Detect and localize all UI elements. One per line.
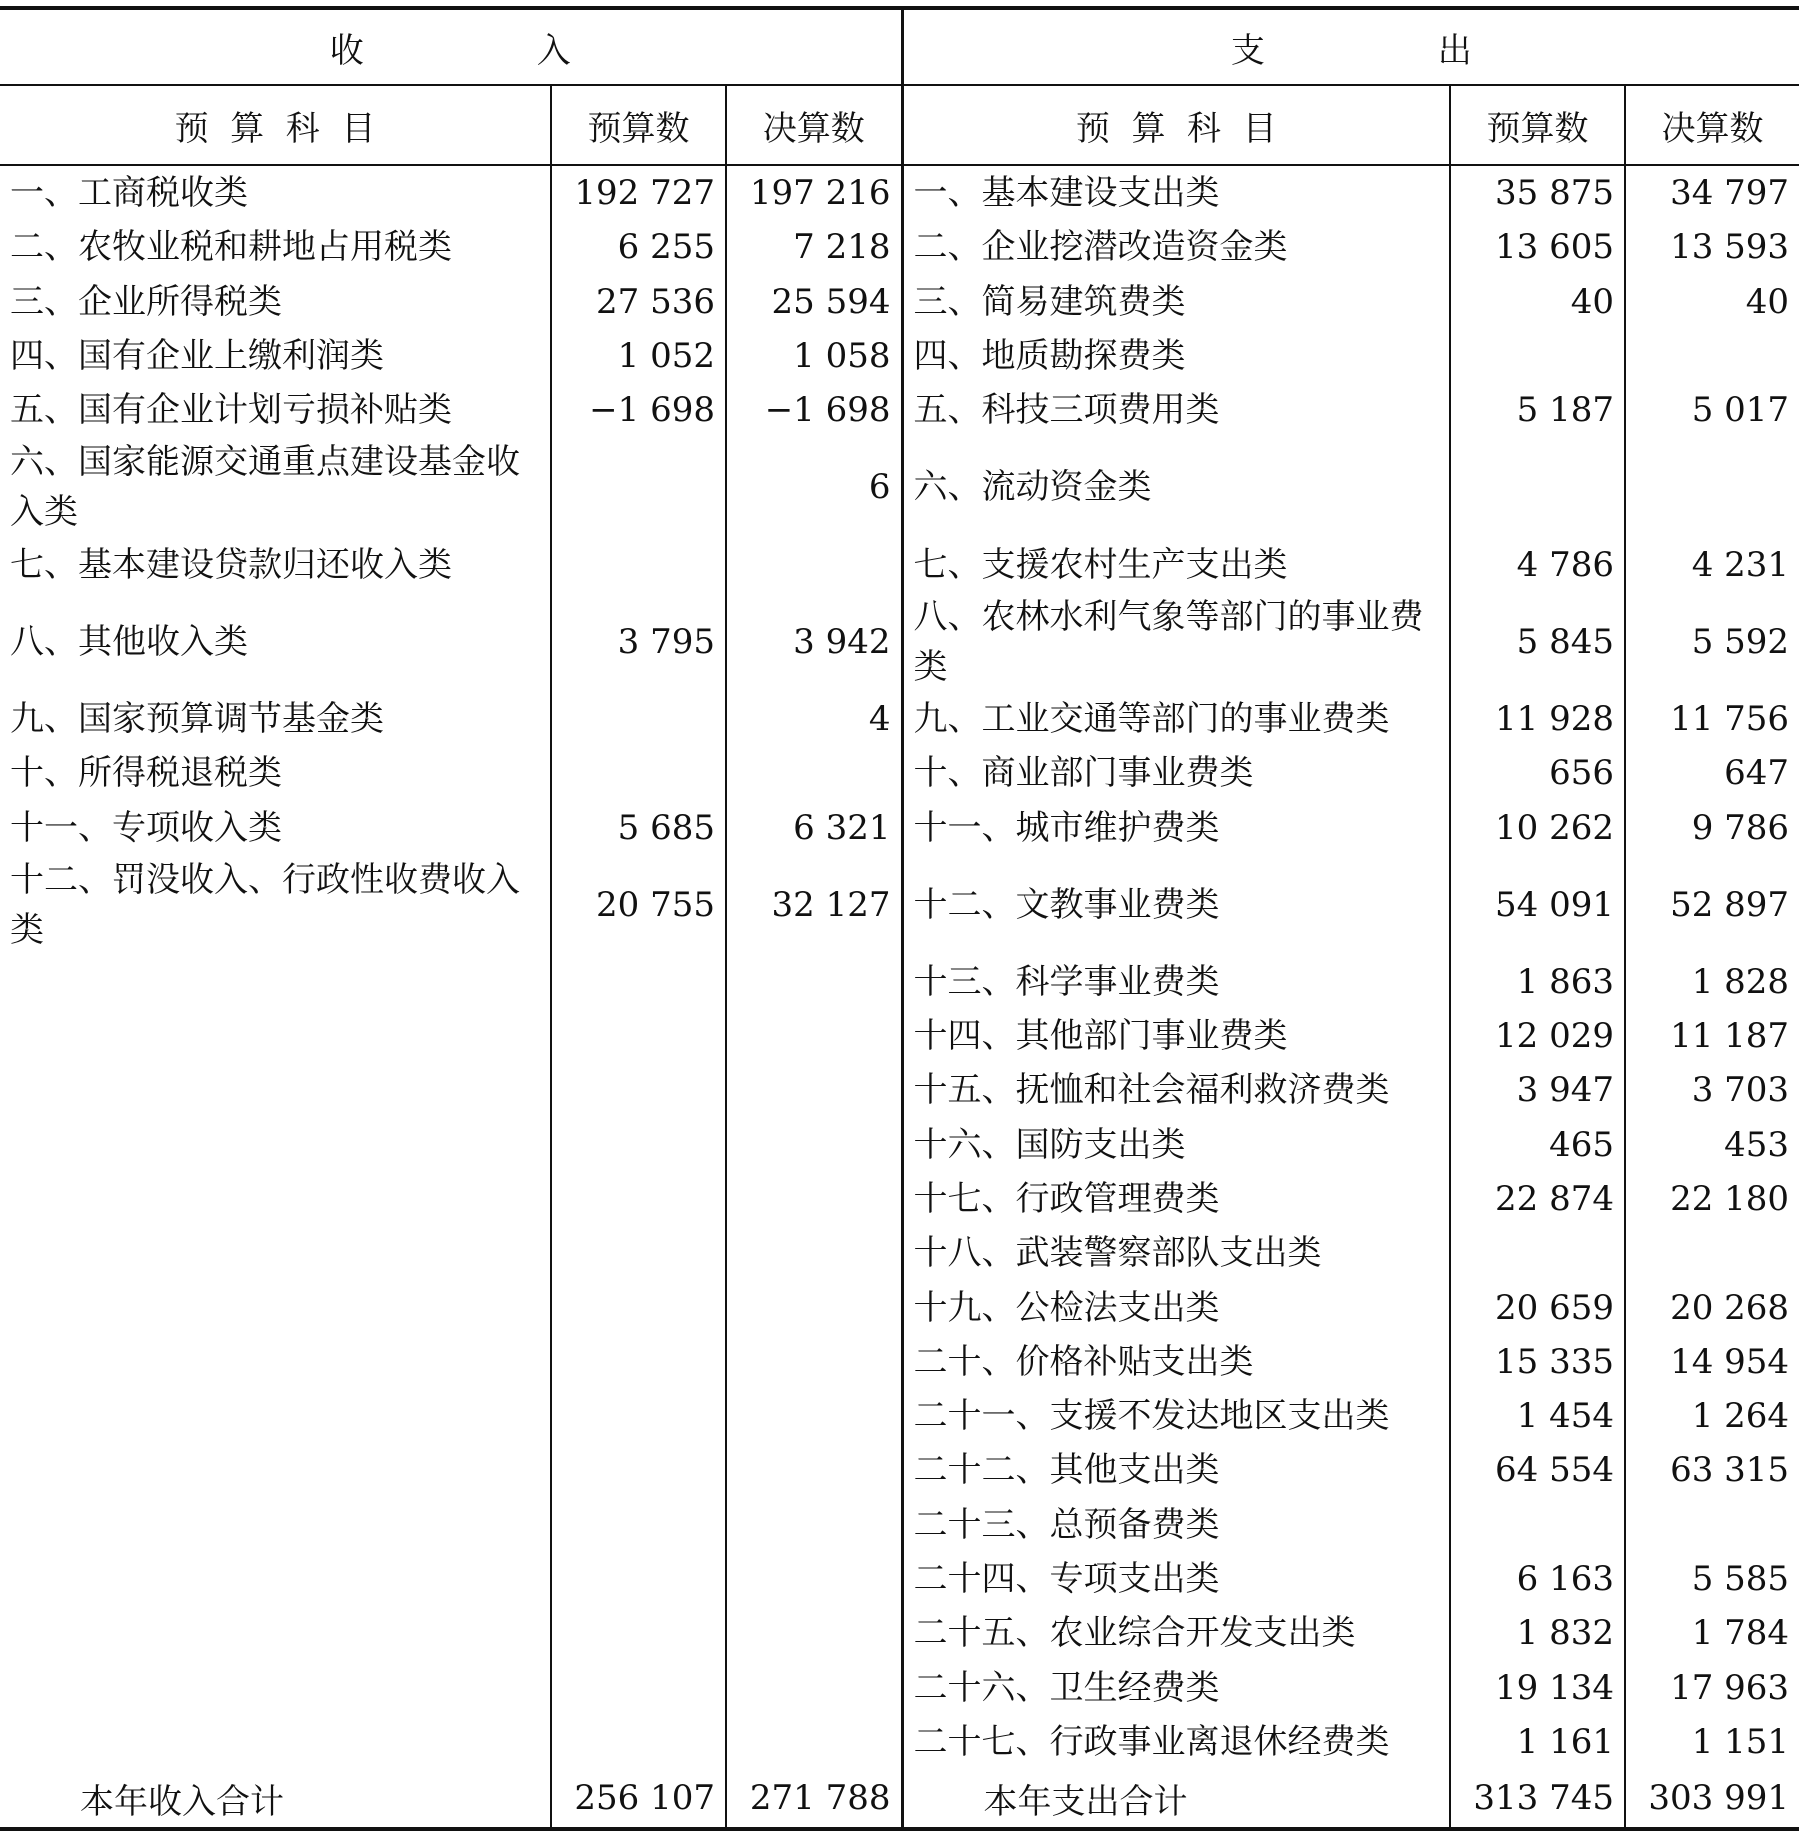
expense-final-value: 1 828 xyxy=(1625,955,1799,1009)
expense-budget-value: 10 262 xyxy=(1450,800,1625,854)
income-budget-value: 5 685 xyxy=(551,800,726,854)
expense-final-value: 3 703 xyxy=(1625,1063,1799,1117)
expense-final-value: 63 315 xyxy=(1625,1443,1799,1497)
expense-final-value: 5 592 xyxy=(1625,592,1799,692)
income-budget-value: 6 255 xyxy=(551,220,726,274)
item-label: 七、支援农村生产支出类 xyxy=(913,544,1288,585)
income-final-value xyxy=(726,537,902,591)
expense-final-value xyxy=(1625,1498,1799,1552)
table-row xyxy=(0,220,1799,274)
expense-final-value: 20 268 xyxy=(1625,1280,1799,1334)
income-item-name xyxy=(0,955,551,1009)
table-row xyxy=(0,1443,1799,1497)
table-row xyxy=(0,537,1799,591)
item-label: 十五、抚恤和社会福利救济费类 xyxy=(913,1070,1390,1111)
income-budget-value: 27 536 xyxy=(551,275,726,329)
income-budget-value xyxy=(551,1389,726,1443)
income-section-header: 收 入 xyxy=(0,8,902,85)
expense-item-name xyxy=(902,329,1450,383)
totals-row xyxy=(0,1769,1799,1829)
income-final-value: 25 594 xyxy=(726,275,902,329)
expense-budget-value: 1 863 xyxy=(1450,955,1625,1009)
income-final-value: 6 xyxy=(726,437,902,537)
expense-budget-value: 656 xyxy=(1450,746,1625,800)
expense-final-value: 9 786 xyxy=(1625,800,1799,854)
income-total-final: 271 788 xyxy=(726,1769,902,1829)
expense-item-name xyxy=(902,1280,1450,1334)
income-budget-value xyxy=(551,437,726,537)
table-row xyxy=(0,1552,1799,1606)
income-budget-value xyxy=(551,1063,726,1117)
expense-budget-value: 54 091 xyxy=(1450,855,1625,955)
expense-final-value: 453 xyxy=(1625,1118,1799,1172)
expense-final-value: 14 954 xyxy=(1625,1335,1799,1389)
item-label: 二十七、行政事业离退休经费类 xyxy=(913,1721,1390,1762)
income-budget-value xyxy=(551,1498,726,1552)
income-final-value: 1 058 xyxy=(726,329,902,383)
expense-budget-column-header: 预算数 xyxy=(1450,85,1625,165)
expense-final-value: 5 585 xyxy=(1625,1552,1799,1606)
income-final-value xyxy=(726,1552,902,1606)
table-row xyxy=(0,1172,1799,1226)
income-final-value xyxy=(726,1389,902,1443)
income-final-value xyxy=(726,1443,902,1497)
item-label: 七、基本建设贷款归还收入类 xyxy=(10,544,452,585)
expense-item-name xyxy=(902,746,1450,800)
item-label: 二十二、其他支出类 xyxy=(913,1450,1220,1491)
table-row xyxy=(0,1226,1799,1280)
table-row xyxy=(0,329,1799,383)
item-label: 三、简易建筑费类 xyxy=(913,281,1186,322)
item-label: 二十、价格补贴支出类 xyxy=(913,1341,1254,1382)
item-label: 十九、公检法支出类 xyxy=(913,1287,1220,1328)
item-label: 九、国家预算调节基金类 xyxy=(10,698,384,739)
expense-final-value: 4 231 xyxy=(1625,537,1799,591)
table-row xyxy=(0,1389,1799,1443)
income-budget-value xyxy=(551,1335,726,1389)
table-row xyxy=(0,1606,1799,1660)
expense-budget-value: 3 947 xyxy=(1450,1063,1625,1117)
expense-final-value: 22 180 xyxy=(1625,1172,1799,1226)
expense-budget-value xyxy=(1450,329,1625,383)
table-row xyxy=(0,1009,1799,1063)
income-item-name xyxy=(0,1389,551,1443)
item-label: 三、企业所得税类 xyxy=(10,281,282,322)
income-final-value: −1 698 xyxy=(726,383,902,437)
expense-item-name xyxy=(902,165,1450,220)
income-budget-value: 20 755 xyxy=(551,855,726,955)
income-budget-value xyxy=(551,1715,726,1769)
expense-item-name xyxy=(902,592,1450,692)
income-budget-value xyxy=(551,537,726,591)
expense-item-name xyxy=(902,1118,1450,1172)
income-item-name xyxy=(0,1118,551,1172)
expense-budget-value: 20 659 xyxy=(1450,1280,1625,1334)
expense-item-name xyxy=(902,1661,1450,1715)
income-total-label: 本年收入合计 xyxy=(80,1781,284,1822)
income-budget-value xyxy=(551,1280,726,1334)
expense-final-value: 1 264 xyxy=(1625,1389,1799,1443)
item-label: 二、农牧业税和耕地占用税类 xyxy=(10,227,452,268)
table-row xyxy=(0,1335,1799,1389)
income-item-name xyxy=(0,1280,551,1334)
expense-budget-value: 19 134 xyxy=(1450,1661,1625,1715)
item-label: 十七、行政管理费类 xyxy=(913,1179,1220,1219)
expense-budget-value: 35 875 xyxy=(1450,165,1625,220)
expense-item-name xyxy=(902,855,1450,955)
expense-budget-value: 64 554 xyxy=(1450,1443,1625,1497)
expense-item-column-header: 预 算 科 目 xyxy=(902,85,1450,165)
item-label: 十、所得税退税类 xyxy=(10,753,282,794)
income-item-name xyxy=(0,537,551,591)
table-row xyxy=(0,165,1799,220)
expense-total-final: 303 991 xyxy=(1625,1769,1799,1829)
expense-final-value: 52 897 xyxy=(1625,855,1799,955)
item-label: 四、地质勘探费类 xyxy=(913,336,1186,377)
income-final-value xyxy=(726,1172,902,1226)
item-label: 十八、武装警察部队支出类 xyxy=(913,1233,1322,1274)
expense-final-value xyxy=(1625,1226,1799,1280)
item-label: 十一、专项收入类 xyxy=(10,807,282,848)
expense-final-value: 11 756 xyxy=(1625,692,1799,746)
item-label: 十一、城市维护费类 xyxy=(913,807,1220,848)
table-row xyxy=(0,275,1799,329)
table-row xyxy=(0,1715,1799,1769)
income-budget-value xyxy=(551,1552,726,1606)
expense-final-value: 1 784 xyxy=(1625,1606,1799,1660)
expense-item-name xyxy=(902,1335,1450,1389)
expense-budget-value: 15 335 xyxy=(1450,1335,1625,1389)
income-total-budget: 256 107 xyxy=(551,1769,726,1829)
expense-budget-value xyxy=(1450,1498,1625,1552)
expense-final-value: 1 151 xyxy=(1625,1715,1799,1769)
item-label: 十六、国防支出类 xyxy=(913,1124,1186,1165)
expense-budget-value: 5 845 xyxy=(1450,592,1625,692)
income-item-name xyxy=(0,437,551,537)
item-label: 六、国家能源交通重点建设基金收入类 xyxy=(10,442,520,533)
expense-budget-value: 40 xyxy=(1450,275,1625,329)
income-item-name xyxy=(0,1443,551,1497)
table-body xyxy=(0,165,1799,1769)
table-row xyxy=(0,437,1799,537)
table-row xyxy=(0,1661,1799,1715)
item-label: 八、农林水利气象等部门的事业费类 xyxy=(913,596,1424,687)
income-budget-value xyxy=(551,1606,726,1660)
income-final-value xyxy=(726,1280,902,1334)
income-final-value xyxy=(726,1715,902,1769)
income-budget-value: 192 727 xyxy=(551,165,726,220)
income-budget-value xyxy=(551,1226,726,1280)
expense-item-name xyxy=(902,1715,1450,1769)
expense-item-name xyxy=(902,1443,1450,1497)
income-item-name xyxy=(0,1606,551,1660)
item-label: 八、其他收入类 xyxy=(10,621,248,662)
expense-final-value: 647 xyxy=(1625,746,1799,800)
expense-item-name xyxy=(902,1606,1450,1660)
income-final-value xyxy=(726,1063,902,1117)
expense-item-name xyxy=(902,537,1450,591)
income-item-column-header: 预 算 科 目 xyxy=(0,85,551,165)
income-budget-value xyxy=(551,1172,726,1226)
income-budget-value xyxy=(551,1443,726,1497)
expense-item-name xyxy=(902,692,1450,746)
item-label: 十二、文教事业费类 xyxy=(913,884,1220,925)
income-item-name xyxy=(0,165,551,220)
income-final-column-header: 决算数 xyxy=(726,85,902,165)
expense-final-value: 17 963 xyxy=(1625,1661,1799,1715)
item-label: 二十三、总预备费类 xyxy=(913,1504,1220,1545)
income-final-value xyxy=(726,955,902,1009)
item-label: 二十六、卫生经费类 xyxy=(913,1667,1220,1708)
table-row xyxy=(0,692,1799,746)
income-budget-value: −1 698 xyxy=(551,383,726,437)
item-label: 六、流动资金类 xyxy=(913,467,1152,508)
income-budget-value: 3 795 xyxy=(551,592,726,692)
table-row xyxy=(0,800,1799,854)
income-final-value: 197 216 xyxy=(726,165,902,220)
income-final-value xyxy=(726,1118,902,1172)
expense-item-name xyxy=(902,1498,1450,1552)
item-label: 二、企业挖潜改造资金类 xyxy=(913,227,1288,268)
income-item-name xyxy=(0,1715,551,1769)
expense-final-value: 11 187 xyxy=(1625,1009,1799,1063)
expense-item-name xyxy=(902,275,1450,329)
income-item-name xyxy=(0,746,551,800)
expense-total-label: 本年支出合计 xyxy=(902,1769,1450,1829)
income-final-value: 3 942 xyxy=(726,592,902,692)
item-label: 五、国有企业计划亏损补贴类 xyxy=(10,390,452,431)
income-final-value: 32 127 xyxy=(726,855,902,955)
expense-item-name xyxy=(902,383,1450,437)
expense-budget-value: 1 454 xyxy=(1450,1389,1625,1443)
income-item-name xyxy=(0,329,551,383)
expense-item-name xyxy=(902,1389,1450,1443)
expense-item-name xyxy=(902,1226,1450,1280)
expense-item-name xyxy=(902,220,1450,274)
expense-budget-value: 12 029 xyxy=(1450,1009,1625,1063)
expense-final-value xyxy=(1625,329,1799,383)
income-final-value xyxy=(726,1498,902,1552)
expense-item-name xyxy=(902,1009,1450,1063)
expense-budget-value: 1 832 xyxy=(1450,1606,1625,1660)
income-budget-value xyxy=(551,692,726,746)
income-item-name xyxy=(0,1172,551,1226)
expense-budget-value: 5 187 xyxy=(1450,383,1625,437)
table-row xyxy=(0,1063,1799,1117)
income-item-name xyxy=(0,275,551,329)
expense-budget-value: 465 xyxy=(1450,1118,1625,1172)
expense-final-value xyxy=(1625,437,1799,537)
income-item-name xyxy=(0,220,551,274)
item-label: 十四、其他部门事业费类 xyxy=(913,1016,1288,1057)
budget-final-accounts-table xyxy=(0,6,1799,1831)
income-item-name xyxy=(0,383,551,437)
income-final-value xyxy=(726,1606,902,1660)
expense-item-name xyxy=(902,955,1450,1009)
item-label: 十三、科学事业费类 xyxy=(913,961,1220,1002)
table-row xyxy=(0,383,1799,437)
income-item-name xyxy=(0,855,551,955)
income-budget-column-header: 预算数 xyxy=(551,85,726,165)
item-label: 二十五、农业综合开发支出类 xyxy=(913,1613,1356,1654)
item-label: 一、基本建设支出类 xyxy=(913,173,1220,214)
income-final-value xyxy=(726,1226,902,1280)
expense-final-value: 34 797 xyxy=(1625,165,1799,220)
table-row xyxy=(0,855,1799,955)
income-item-name xyxy=(0,1552,551,1606)
income-budget-value xyxy=(551,746,726,800)
income-final-value xyxy=(726,746,902,800)
income-budget-value xyxy=(551,1009,726,1063)
income-budget-value xyxy=(551,1118,726,1172)
table-row xyxy=(0,746,1799,800)
expense-budget-value xyxy=(1450,437,1625,537)
expense-item-name xyxy=(902,1552,1450,1606)
table-row xyxy=(0,592,1799,692)
expense-final-value: 40 xyxy=(1625,275,1799,329)
expense-item-name xyxy=(902,437,1450,537)
income-final-value xyxy=(726,1009,902,1063)
expense-item-name xyxy=(902,1172,1450,1226)
income-final-value: 4 xyxy=(726,692,902,746)
income-item-name xyxy=(0,1226,551,1280)
income-final-value: 6 321 xyxy=(726,800,902,854)
expense-budget-value: 4 786 xyxy=(1450,537,1625,591)
item-label: 九、工业交通等部门的事业费类 xyxy=(913,698,1390,739)
income-item-name xyxy=(0,1498,551,1552)
expense-budget-value: 1 161 xyxy=(1450,1715,1625,1769)
item-label: 十、商业部门事业费类 xyxy=(913,753,1254,794)
table-row xyxy=(0,1118,1799,1172)
expense-final-column-header: 决算数 xyxy=(1625,85,1799,165)
income-item-name xyxy=(0,692,551,746)
income-item-name xyxy=(0,1335,551,1389)
income-final-value xyxy=(726,1335,902,1389)
expense-section-header: 支 出 xyxy=(902,8,1799,85)
expense-item-name xyxy=(902,800,1450,854)
item-label: 一、工商税收类 xyxy=(10,173,248,214)
item-label: 二十四、专项支出类 xyxy=(913,1559,1220,1600)
income-budget-value xyxy=(551,1661,726,1715)
expense-budget-value: 11 928 xyxy=(1450,692,1625,746)
item-label: 五、科技三项费用类 xyxy=(913,390,1220,431)
table-row xyxy=(0,1280,1799,1334)
income-item-name xyxy=(0,1009,551,1063)
expense-budget-value: 6 163 xyxy=(1450,1552,1625,1606)
income-item-name xyxy=(0,1063,551,1117)
expense-item-name xyxy=(902,1063,1450,1117)
table-row xyxy=(0,1498,1799,1552)
expense-final-value: 5 017 xyxy=(1625,383,1799,437)
income-item-name xyxy=(0,592,551,692)
income-final-value xyxy=(726,1661,902,1715)
item-label: 十二、罚没收入、行政性收费收入类 xyxy=(10,859,520,950)
table-row xyxy=(0,955,1799,1009)
item-label: 二十一、支援不发达地区支出类 xyxy=(913,1396,1390,1437)
income-budget-value: 1 052 xyxy=(551,329,726,383)
expense-budget-value xyxy=(1450,1226,1625,1280)
expense-budget-value: 13 605 xyxy=(1450,220,1625,274)
expense-budget-value: 22 874 xyxy=(1450,1172,1625,1226)
expense-final-value: 13 593 xyxy=(1625,220,1799,274)
item-label: 四、国有企业上缴利润类 xyxy=(10,336,384,377)
income-item-name xyxy=(0,1661,551,1715)
expense-total-budget: 313 745 xyxy=(1450,1769,1625,1829)
income-item-name xyxy=(0,800,551,854)
income-final-value: 7 218 xyxy=(726,220,902,274)
income-budget-value xyxy=(551,955,726,1009)
